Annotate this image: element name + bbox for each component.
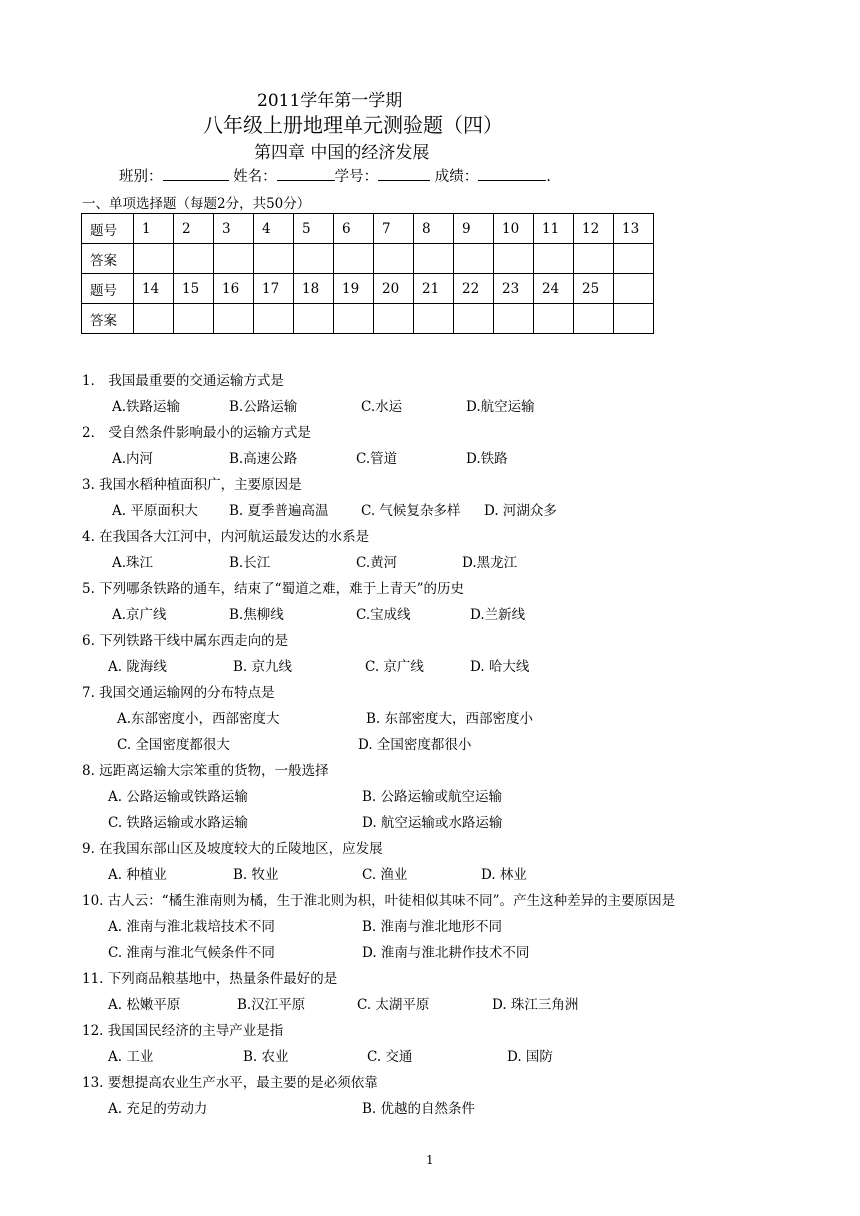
option-b: B.长江 [229, 555, 271, 571]
option-d: D. 全国密度都很小 [358, 737, 472, 753]
question-number-cell: 17 [254, 274, 294, 304]
option-a: A. 公路运输或铁路运输 [108, 789, 248, 805]
id-blank[interactable] [378, 165, 430, 181]
name-blank[interactable] [277, 165, 335, 181]
question-stem: 12. 我国国民经济的主导产业是指 [82, 1023, 284, 1039]
option-a: A.东部密度小，西部密度大 [117, 711, 280, 727]
question-number-cell: 20 [374, 274, 414, 304]
answer-cell[interactable] [174, 304, 214, 334]
score-blank[interactable] [478, 165, 546, 181]
question-number-cell: 2 [174, 214, 214, 244]
answer-cell[interactable] [254, 304, 294, 334]
question-stem: 1． 我国最重要的交通运输方式是 [82, 373, 284, 389]
option-a: A. 松嫩平原 [108, 997, 181, 1013]
answer-cell[interactable] [414, 244, 454, 274]
answer-cell[interactable] [294, 304, 334, 334]
question-stem: 9. 在我国东部山区及坡度较大的丘陵地区，应发展 [82, 841, 383, 857]
end-mark: . [546, 169, 551, 185]
option-a: A. 平原面积大 [112, 503, 198, 519]
question-stem: 10. 古人云：“橘生淮南则为橘，生于淮北则为枳，叶徒相似其味不同”。产生这种差异的主要原因是 [82, 893, 676, 909]
row-label: 题号 [82, 214, 134, 244]
option-b: B. 优越的自然条件 [362, 1101, 476, 1117]
question-number-cell: 1 [134, 214, 174, 244]
option-c: C. 铁路运输或水路运输 [108, 815, 248, 831]
answer-cell[interactable] [534, 244, 574, 274]
page-number: 1 [426, 1153, 434, 1167]
answer-cell[interactable] [174, 244, 214, 274]
option-b: B.汉江平原 [237, 997, 306, 1013]
section-heading: 一、单项选择题（每题2分，共50分） [82, 196, 311, 212]
question-number-cell: 15 [174, 274, 214, 304]
question-number-cell: 10 [494, 214, 534, 244]
answer-cell[interactable] [134, 244, 174, 274]
class-label: 班别： [119, 169, 163, 185]
table-row [82, 214, 654, 244]
option-a: A.京广线 [112, 607, 167, 623]
option-b: B. 东部密度大，西部密度小 [366, 711, 534, 727]
option-d: D.兰新线 [470, 607, 526, 623]
option-b: B. 农业 [243, 1049, 289, 1065]
option-a: A. 淮南与淮北栽培技术不同 [108, 919, 275, 935]
option-d: D.铁路 [466, 451, 508, 467]
question-number-cell: 5 [294, 214, 334, 244]
option-b: B. 公路运输或航空运输 [362, 789, 503, 805]
answer-cell[interactable] [374, 304, 414, 334]
option-d: D. 国防 [507, 1049, 553, 1065]
option-c: C. 渔业 [362, 867, 408, 883]
option-c: C. 淮南与淮北气候条件不同 [108, 945, 275, 961]
option-c: C.管道 [356, 451, 398, 467]
option-d: D. 珠江三角洲 [492, 997, 579, 1013]
option-a: A. 工业 [108, 1049, 154, 1065]
answer-cell[interactable] [534, 304, 574, 334]
option-c: C. 交通 [367, 1049, 413, 1065]
option-b: B. 夏季普遍高温 [229, 503, 329, 519]
answer-cell[interactable] [574, 244, 614, 274]
option-c: C.宝成线 [356, 607, 411, 623]
answer-cell[interactable] [294, 244, 334, 274]
row-label: 答案 [82, 244, 134, 274]
answer-cell[interactable] [374, 244, 414, 274]
question-number-cell: 23 [494, 274, 534, 304]
option-a: A. 种植业 [108, 867, 167, 883]
question-stem: 2． 受自然条件影响最小的运输方式是 [82, 425, 311, 441]
question-number-cell: 4 [254, 214, 294, 244]
option-c: C. 京广线 [365, 659, 424, 675]
answer-cell[interactable] [254, 244, 294, 274]
answer-cell[interactable] [414, 304, 454, 334]
question-number-cell: 19 [334, 274, 374, 304]
answer-cell[interactable] [614, 244, 654, 274]
class-blank[interactable] [163, 165, 229, 181]
question-number-cell: 3 [214, 214, 254, 244]
student-info-line [119, 165, 551, 186]
answer-cell[interactable] [214, 244, 254, 274]
question-stem: 13. 要想提高农业生产水平，最主要的是必须依靠 [82, 1075, 378, 1091]
question-stem: 11. 下列商品粮基地中，热量条件最好的是 [82, 971, 338, 987]
option-b: B. 牧业 [233, 867, 279, 883]
option-b: B. 京九线 [233, 659, 293, 675]
option-d: D. 河湖众多 [484, 503, 557, 519]
question-number-cell: 12 [574, 214, 614, 244]
option-a: A. 充足的劳动力 [108, 1101, 208, 1117]
question-number-cell: 25 [574, 274, 614, 304]
option-c: C. 太湖平原 [357, 997, 430, 1013]
question-number-cell: 9 [454, 214, 494, 244]
answer-cell[interactable] [574, 304, 614, 334]
answer-table [81, 213, 654, 334]
table-row [82, 274, 654, 304]
question-stem: 7. 我国交通运输网的分布特点是 [82, 685, 275, 701]
question-number-cell: 11 [534, 214, 574, 244]
option-d: D.黑龙江 [462, 555, 518, 571]
option-b: B.公路运输 [229, 399, 298, 415]
table-row [82, 244, 654, 274]
name-label: 姓名： [233, 169, 277, 185]
question-number-cell: 16 [214, 274, 254, 304]
option-a: A.内河 [112, 451, 154, 467]
option-a: A. 陇海线 [108, 659, 167, 675]
answer-cell[interactable] [494, 244, 534, 274]
answer-cell[interactable] [134, 304, 174, 334]
question-number-cell [614, 274, 654, 304]
question-stem: 5. 下列哪条铁路的通车，结束了“蜀道之难，难于上青天”的历史 [82, 581, 464, 597]
question-number-cell: 7 [374, 214, 414, 244]
answer-cell[interactable] [614, 304, 654, 334]
option-d: D. 航空运输或水路运输 [362, 815, 503, 831]
question-number-cell: 24 [534, 274, 574, 304]
option-c: C. 全国密度都很大 [117, 737, 230, 753]
question-number-cell: 18 [294, 274, 334, 304]
chapter-title: 第四章 中国的经济发展 [254, 143, 430, 163]
question-number-cell: 13 [614, 214, 654, 244]
score-label: 成绩： [434, 169, 479, 185]
option-b: B.高速公路 [229, 451, 298, 467]
answer-cell[interactable] [334, 304, 374, 334]
exam-term: 2011学年第一学期 [257, 91, 403, 111]
question-number-cell: 22 [454, 274, 494, 304]
question-stem: 6. 下列铁路干线中属东西走向的是 [82, 633, 289, 649]
option-a: A.珠江 [112, 555, 154, 571]
answer-cell[interactable] [214, 304, 254, 334]
question-stem: 4. 在我国各大江河中，内河航运最发达的水系是 [82, 529, 370, 545]
question-number-cell: 21 [414, 274, 454, 304]
table-row [82, 304, 654, 334]
answer-cell[interactable] [334, 244, 374, 274]
answer-cell[interactable] [494, 304, 534, 334]
option-b: B. 淮南与淮北地形不同 [362, 919, 503, 935]
id-label: 学号： [334, 169, 379, 185]
question-number-cell: 8 [414, 214, 454, 244]
option-c: C.水运 [361, 399, 403, 415]
option-b: B.焦柳线 [229, 607, 284, 623]
option-d: D. 淮南与淮北耕作技术不同 [362, 945, 530, 961]
option-c: C.黄河 [356, 555, 398, 571]
question-stem: 8. 远距离运输大宗笨重的货物，一般选择 [82, 763, 329, 779]
row-label: 题号 [82, 274, 134, 304]
question-stem: 3. 我国水稻种植面积广，主要原因是 [82, 477, 302, 493]
option-d: D. 哈大线 [470, 659, 530, 675]
exam-title: 八年级上册地理单元测验题（四） [203, 113, 503, 137]
option-a: A.铁路运输 [112, 399, 181, 415]
option-d: D. 林业 [481, 867, 527, 883]
question-number-cell: 6 [334, 214, 374, 244]
question-number-cell: 14 [134, 274, 174, 304]
option-c: C. 气候复杂多样 [361, 503, 461, 519]
option-d: D.航空运输 [466, 399, 535, 415]
row-label: 答案 [82, 304, 134, 334]
answer-cell[interactable] [454, 304, 494, 334]
answer-cell[interactable] [454, 244, 494, 274]
